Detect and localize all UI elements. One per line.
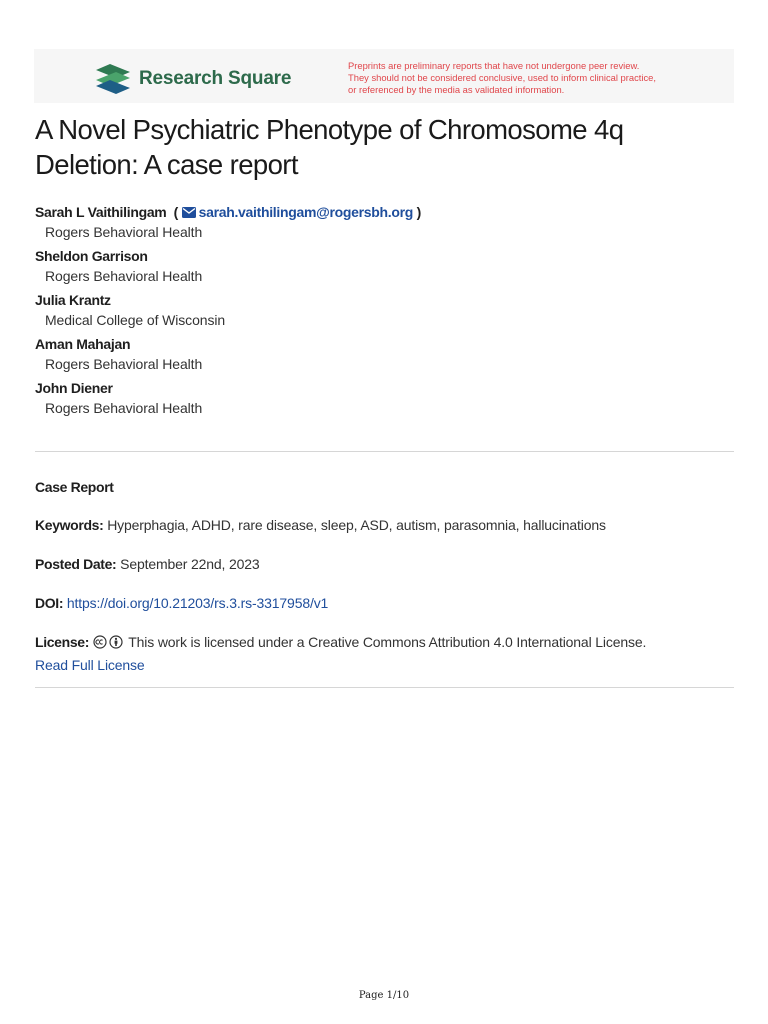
section-divider bbox=[35, 687, 734, 688]
license-link-row bbox=[35, 654, 145, 676]
author-list bbox=[35, 203, 735, 423]
posted-date-row bbox=[35, 553, 260, 575]
posted-date-label: Posted Date: bbox=[35, 556, 117, 572]
creative-commons-icon bbox=[93, 635, 107, 649]
article-type bbox=[35, 476, 114, 498]
logo-text: Research Square bbox=[139, 68, 292, 89]
research-square-logo-icon bbox=[94, 64, 132, 94]
author-affiliation: Medical College of Wisconsin bbox=[45, 312, 226, 328]
author-entry bbox=[35, 247, 735, 287]
page-number: Page 1/10 bbox=[358, 990, 410, 1001]
author-affiliation: Rogers Behavioral Health bbox=[45, 224, 203, 240]
author-affiliation: Rogers Behavioral Health bbox=[45, 356, 203, 372]
doi-label: DOI: bbox=[35, 595, 64, 611]
title-line: Deletion: A case report bbox=[35, 149, 298, 180]
author-name: Sheldon Garrison bbox=[35, 248, 148, 264]
research-square-logo[interactable] bbox=[94, 64, 291, 94]
title-line: A Novel Psychiatric Phenotype of Chromosome 4q bbox=[35, 114, 624, 145]
preprint-header bbox=[34, 49, 734, 103]
paper-title bbox=[35, 112, 735, 182]
author-entry bbox=[35, 335, 735, 375]
author-name: Julia Krantz bbox=[35, 292, 111, 308]
notice-line: Preprints are preliminary reports that have not undergone peer review. bbox=[348, 60, 640, 71]
notice-line: They should not be considered conclusive, used to inform clinical practice, bbox=[348, 72, 656, 83]
author-name: Aman Mahajan bbox=[35, 336, 131, 352]
license-text: This work is licensed under a Creative Commons Attribution 4.0 International License. bbox=[128, 634, 647, 650]
doi-link[interactable]: https://doi.org/10.21203/rs.3.rs-3317958/v1 bbox=[66, 595, 329, 611]
doi-row bbox=[35, 592, 328, 614]
author-name: John Diener bbox=[35, 380, 113, 396]
envelope-icon bbox=[182, 207, 196, 218]
license-row bbox=[35, 631, 646, 653]
attribution-icon bbox=[109, 635, 123, 649]
author-email-link[interactable]: sarah.vaithilingam@rogersbh.org bbox=[198, 204, 413, 220]
author-affiliation: Rogers Behavioral Health bbox=[45, 400, 203, 416]
license-label: License: bbox=[35, 634, 89, 650]
author-entry bbox=[35, 379, 735, 419]
keywords-label: Keywords: bbox=[35, 517, 104, 533]
article-type-label: Case Report bbox=[35, 479, 114, 495]
notice-line: or referenced by the media as validated information. bbox=[348, 84, 565, 95]
author-entry: Sarah L Vaithilingam ( sarah.vaithilingam@rogersbh.org ) Rogers Behavioral Health bbox=[35, 203, 735, 243]
posted-date-value: September 22nd, 2023 bbox=[120, 556, 260, 572]
author-name: Sarah L Vaithilingam bbox=[35, 204, 167, 220]
section-divider bbox=[35, 451, 734, 452]
author-affiliation: Rogers Behavioral Health bbox=[45, 268, 203, 284]
keywords-value: Hyperphagia, ADHD, rare disease, sleep, ASD, autism, parasomnia, hallucinations bbox=[107, 517, 606, 533]
author-entry bbox=[35, 291, 735, 331]
keywords-row bbox=[35, 514, 606, 536]
preprint-notice bbox=[348, 60, 728, 96]
read-full-license-link[interactable]: Read Full License bbox=[35, 657, 145, 673]
